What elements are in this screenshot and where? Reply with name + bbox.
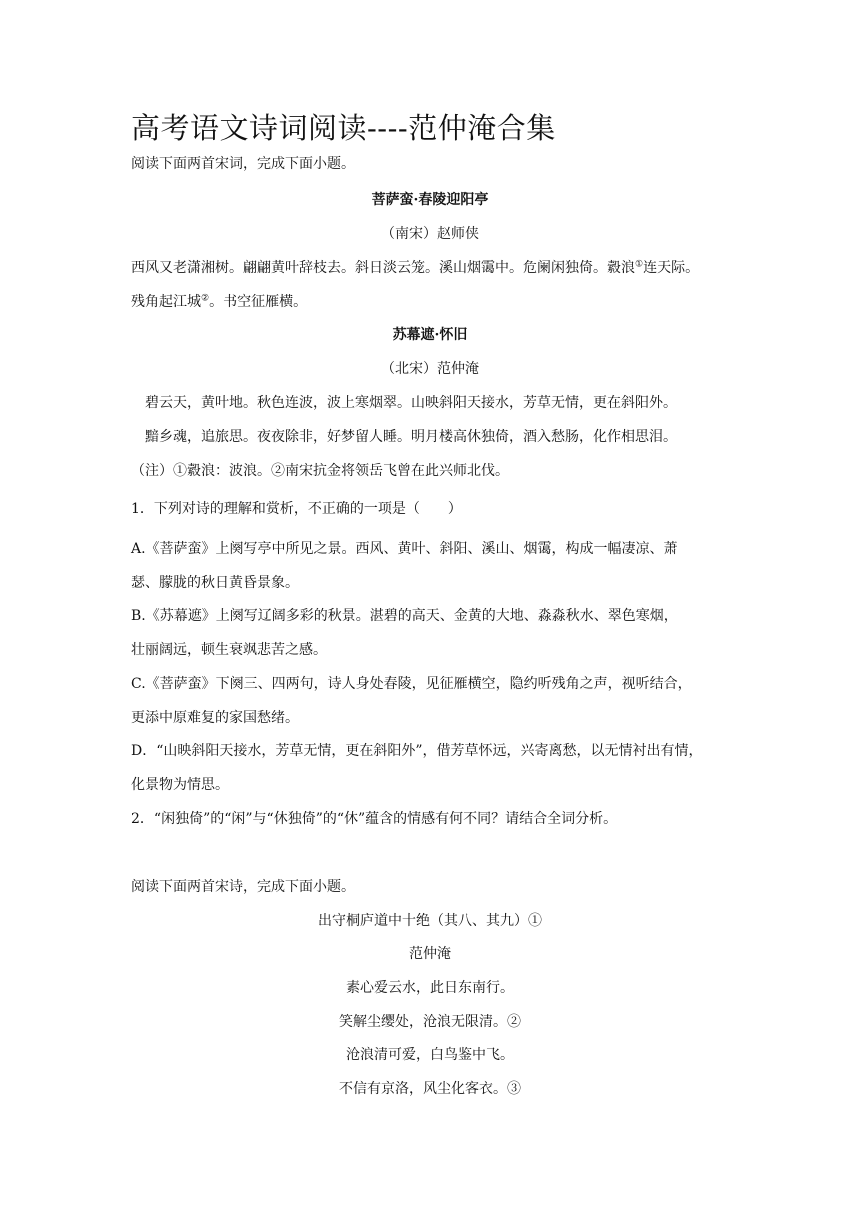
page-title: 高考语文诗词阅读----范仲淹合集: [131, 111, 556, 145]
poem-text: 连天际。: [643, 260, 700, 276]
option-c-cont: 更添中原难复的家国愁绪。: [131, 710, 299, 726]
poem-author: （北宋）范仲淹: [381, 361, 479, 377]
option-d-cont: 化景物为情思。: [131, 777, 229, 793]
option-a-cont: 瑟、朦胧的秋日黄昏景象。: [131, 575, 299, 591]
option-b: B.《苏幕遮》上阕写辽阔多彩的秋景。湛碧的高天、金黄的大地、淼淼秋水、翠色寒烟，: [131, 608, 678, 624]
footnotes: （注）①縠浪：波浪。②南宋抗金将领岳飞曾在此兴师北伐。: [131, 463, 509, 479]
poem-line: 碧云天，黄叶地。秋色连波，波上寒烟翠。山映斜阳天接水，芳草无情，更在斜阳外。: [145, 395, 677, 411]
poem-line: 黯乡魂，追旅思。夜夜除非，好梦留人睡。明月楼高休独倚，酒入愁肠，化作相思泪。: [145, 429, 677, 445]
option-a: A.《菩萨蛮》上阕写亭中所见之景。西风、黄叶、斜阳、溪山、烟霭，构成一幅凄凉、萧: [131, 541, 678, 557]
poem-line: 沧浪清可爱，白鸟鉴中飞。: [346, 1047, 514, 1063]
instruction-text: 阅读下面两首宋词，完成下面小题。: [131, 156, 355, 172]
question-2: 2．“闲独倚”的“闲”与“休独倚”的“休”蕴含的情感有何不同？请结合全词分析。: [131, 811, 618, 827]
poem-author: 范仲淹: [409, 946, 451, 962]
poem-line: [131, 292, 307, 312]
option-b-cont: 壮丽阔远，顿生衰飒悲苦之感。: [131, 642, 327, 658]
instruction-text: 阅读下面两首宋诗，完成下面小题。: [131, 879, 355, 895]
poem-title: 菩萨蛮·春陵迎阳亭: [371, 192, 489, 208]
poem-title: 苏幕遮·怀旧: [392, 327, 468, 343]
option-d: D．“山映斜阳天接水，芳草无情，更在斜阳外”，借芳草怀远，兴寄离愁，以无情衬出有情，: [131, 743, 703, 759]
poem-line: 笑解尘缨处，沧浪无限清。②: [339, 1014, 521, 1030]
poem-title: 出守桐庐道中十绝（其八、其九）①: [318, 913, 542, 929]
footnote-marker: ①: [635, 259, 644, 270]
question-1: 1．下列对诗的理解和赏析，不正确的一项是（ ）: [131, 501, 462, 517]
poem-text: 西风又老潇湘树。翩翩黄叶辞枝去。斜日淡云笼。溪山烟霭中。危阑闲独倚。縠浪: [131, 260, 635, 276]
option-c: C.《菩萨蛮》下阕三、四两句，诗人身处春陵，见征雁横空，隐约听残角之声，视听结合，: [131, 676, 692, 692]
poem-text: 残角起江城: [131, 294, 201, 310]
poem-text: 。书空征雁横。: [209, 294, 308, 310]
poem-author: （南宋）赵师侠: [381, 226, 479, 242]
footnote-marker: ②: [201, 293, 210, 304]
poem-line: [131, 258, 699, 278]
poem-line: 不信有京洛，风尘化客衣。③: [339, 1081, 521, 1097]
poem-line: 素心爱云水，此日东南行。: [346, 980, 514, 996]
